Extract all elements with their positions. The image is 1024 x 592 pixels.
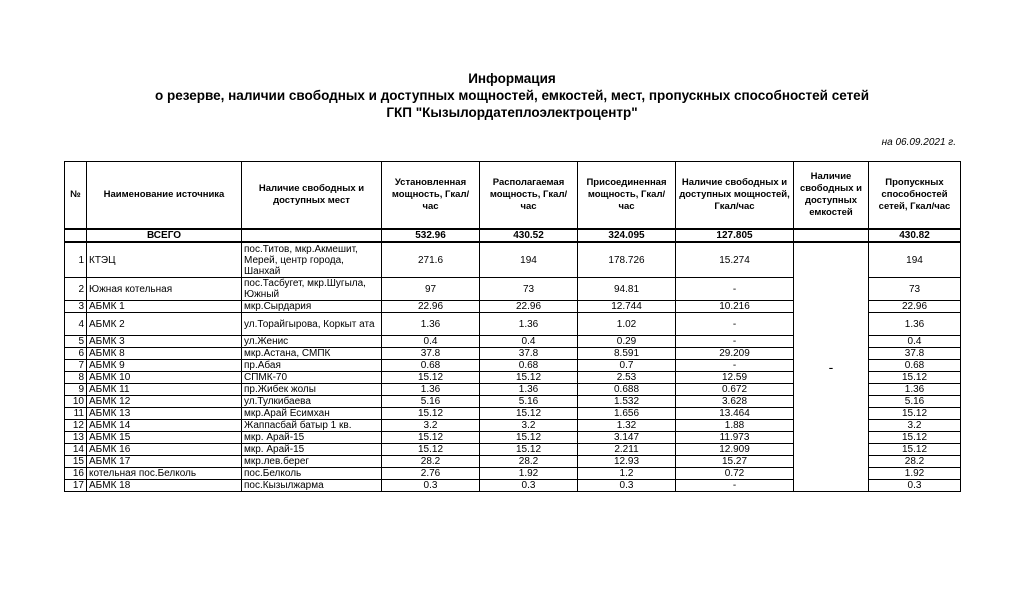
available-cell: 3.2	[480, 420, 578, 432]
installed-cell: 28.2	[382, 456, 480, 468]
document-heading	[0, 70, 1024, 121]
free-power-cell: 15.27	[676, 456, 794, 468]
throughput-cell: 1.36	[869, 384, 961, 396]
source-name-cell: АБМК 18	[87, 480, 242, 492]
places-cell: ул.Женис	[242, 336, 382, 348]
heading-line-2: о резерве, наличии свободных и доступных мощностей, емкостей, мест, пропускных способностей сетей	[154, 88, 869, 103]
connected-cell: 94.81	[578, 278, 676, 301]
source-name-cell: АБМК 8	[87, 348, 242, 360]
row-number-cell: 14	[65, 444, 87, 456]
installed-cell: 0.4	[382, 336, 480, 348]
connected-cell: 0.688	[578, 384, 676, 396]
throughput-cell: 1.36	[869, 313, 961, 336]
connected-cell: 12.93	[578, 456, 676, 468]
throughput-cell: 0.4	[869, 336, 961, 348]
header-no: №	[65, 162, 87, 230]
installed-cell: 5.16	[382, 396, 480, 408]
installed-cell: 15.12	[382, 432, 480, 444]
table-row	[65, 242, 961, 278]
row-number-cell: 6	[65, 348, 87, 360]
connected-cell: 2.53	[578, 372, 676, 384]
row-number-cell: 4	[65, 313, 87, 336]
source-name-cell: АБМК 13	[87, 408, 242, 420]
header-free-power: Наличие свободных и доступных мощностей, Гкал/час	[676, 162, 794, 230]
places-cell: СПМК-70	[242, 372, 382, 384]
total-free-capacity	[794, 229, 869, 242]
throughput-cell: 0.68	[869, 360, 961, 372]
total-throughput: 430.82	[869, 229, 961, 242]
places-cell: пос.Тасбугет, мкр.Шугыла, Южный	[242, 278, 382, 301]
installed-cell: 15.12	[382, 444, 480, 456]
source-name-cell: АБМК 17	[87, 456, 242, 468]
places-cell: мкр. Арай-15	[242, 444, 382, 456]
throughput-cell: 73	[869, 278, 961, 301]
header-free-capacity: Наличие свободных и доступных емкостей	[794, 162, 869, 230]
row-number-cell: 13	[65, 432, 87, 444]
free-power-cell: 10.216	[676, 301, 794, 313]
available-cell: 0.68	[480, 360, 578, 372]
header-installed: Установленная мощность, Гкал/час	[382, 162, 480, 230]
free-power-cell: 29.209	[676, 348, 794, 360]
row-number-cell: 9	[65, 384, 87, 396]
available-cell: 1.92	[480, 468, 578, 480]
places-cell: мкр. Арай-15	[242, 432, 382, 444]
connected-cell: 1.2	[578, 468, 676, 480]
free-power-cell: -	[676, 278, 794, 301]
free-power-cell: 0.672	[676, 384, 794, 396]
source-name-cell: АБМК 3	[87, 336, 242, 348]
throughput-cell: 15.12	[869, 432, 961, 444]
connected-cell: 12.744	[578, 301, 676, 313]
available-cell: 0.4	[480, 336, 578, 348]
available-cell: 15.12	[480, 432, 578, 444]
throughput-cell: 15.12	[869, 372, 961, 384]
source-name-cell: Южная котельная	[87, 278, 242, 301]
total-installed: 532.96	[382, 229, 480, 242]
free-power-cell: 3.628	[676, 396, 794, 408]
installed-cell: 3.2	[382, 420, 480, 432]
row-number-cell: 17	[65, 480, 87, 492]
connected-cell: 3.147	[578, 432, 676, 444]
header-source: Наименование источника	[87, 162, 242, 230]
places-cell: мкр.Сырдария	[242, 301, 382, 313]
throughput-cell: 3.2	[869, 420, 961, 432]
total-label: ВСЕГО	[87, 229, 242, 242]
available-cell: 73	[480, 278, 578, 301]
available-cell: 1.36	[480, 384, 578, 396]
header-places: Наличие свободных и доступных мест	[242, 162, 382, 230]
source-name-cell: АБМК 1	[87, 301, 242, 313]
throughput-cell: 194	[869, 242, 961, 278]
source-name-cell: АБМК 9	[87, 360, 242, 372]
installed-cell: 2.76	[382, 468, 480, 480]
places-cell: Жаппасбай батыр 1 кв.	[242, 420, 382, 432]
connected-cell: 1.32	[578, 420, 676, 432]
free-power-cell: -	[676, 313, 794, 336]
places-cell: пос.Кызылжарма	[242, 480, 382, 492]
free-power-cell: 1.88	[676, 420, 794, 432]
throughput-cell: 37.8	[869, 348, 961, 360]
throughput-cell: 28.2	[869, 456, 961, 468]
row-number-cell: 12	[65, 420, 87, 432]
total-row	[65, 229, 961, 242]
installed-cell: 271.6	[382, 242, 480, 278]
heading-line-3: ГКП "Кызылордатеплоэлектроцентр"	[386, 105, 638, 120]
throughput-cell: 15.12	[869, 444, 961, 456]
installed-cell: 0.3	[382, 480, 480, 492]
source-name-cell: котельная пос.Белколь	[87, 468, 242, 480]
free-power-cell: 15.274	[676, 242, 794, 278]
free-power-cell: 12.59	[676, 372, 794, 384]
installed-cell: 37.8	[382, 348, 480, 360]
connected-cell: 1.02	[578, 313, 676, 336]
free-capacity-merged-cell: -	[794, 242, 869, 492]
installed-cell: 15.12	[382, 372, 480, 384]
throughput-cell: 0.3	[869, 480, 961, 492]
free-power-cell: -	[676, 480, 794, 492]
free-power-cell: -	[676, 360, 794, 372]
total-places	[242, 229, 382, 242]
row-number-cell: 15	[65, 456, 87, 468]
heading-line-1: Информация	[468, 71, 556, 86]
source-name-cell: АБМК 14	[87, 420, 242, 432]
available-cell: 1.36	[480, 313, 578, 336]
free-power-cell: 0.72	[676, 468, 794, 480]
total-no	[65, 229, 87, 242]
available-cell: 28.2	[480, 456, 578, 468]
source-name-cell: АБМК 12	[87, 396, 242, 408]
free-power-cell: -	[676, 336, 794, 348]
connected-cell: 8.591	[578, 348, 676, 360]
row-number-cell: 16	[65, 468, 87, 480]
row-number-cell: 3	[65, 301, 87, 313]
places-cell: мкр.Арай Есимхан	[242, 408, 382, 420]
header-connected: Присоединенная мощность, Гкал/час	[578, 162, 676, 230]
source-name-cell: КТЭЦ	[87, 242, 242, 278]
places-cell: ул.Торайгырова, Коркыт ата	[242, 313, 382, 336]
available-cell: 5.16	[480, 396, 578, 408]
throughput-cell: 15.12	[869, 408, 961, 420]
free-power-cell: 11.973	[676, 432, 794, 444]
places-cell: мкр.Астана, СМПК	[242, 348, 382, 360]
total-connected: 324.095	[578, 229, 676, 242]
installed-cell: 15.12	[382, 408, 480, 420]
installed-cell: 0.68	[382, 360, 480, 372]
places-cell: пр.Абая	[242, 360, 382, 372]
row-number-cell: 8	[65, 372, 87, 384]
free-power-cell: 12.909	[676, 444, 794, 456]
connected-cell: 2.211	[578, 444, 676, 456]
throughput-cell: 22.96	[869, 301, 961, 313]
row-number-cell: 5	[65, 336, 87, 348]
installed-cell: 22.96	[382, 301, 480, 313]
header-available: Располагаемая мощность, Гкал/час	[480, 162, 578, 230]
row-number-cell: 11	[65, 408, 87, 420]
available-cell: 194	[480, 242, 578, 278]
source-name-cell: АБМК 15	[87, 432, 242, 444]
installed-cell: 1.36	[382, 313, 480, 336]
source-name-cell: АБМК 11	[87, 384, 242, 396]
source-name-cell: АБМК 10	[87, 372, 242, 384]
places-cell: пр.Жибек жолы	[242, 384, 382, 396]
places-cell: ул.Тулкибаева	[242, 396, 382, 408]
available-cell: 22.96	[480, 301, 578, 313]
available-cell: 15.12	[480, 408, 578, 420]
connected-cell: 178.726	[578, 242, 676, 278]
table-header	[65, 162, 961, 230]
row-number-cell: 7	[65, 360, 87, 372]
installed-cell: 1.36	[382, 384, 480, 396]
connected-cell: 0.3	[578, 480, 676, 492]
throughput-cell: 1.92	[869, 468, 961, 480]
capacity-table	[64, 161, 961, 492]
report-date: на 06.09.2021 г.	[881, 137, 956, 148]
row-number-cell: 10	[65, 396, 87, 408]
row-number-cell: 1	[65, 242, 87, 278]
available-cell: 0.3	[480, 480, 578, 492]
connected-cell: 0.29	[578, 336, 676, 348]
available-cell: 15.12	[480, 372, 578, 384]
places-cell: пос.Белколь	[242, 468, 382, 480]
connected-cell: 0.7	[578, 360, 676, 372]
installed-cell: 97	[382, 278, 480, 301]
connected-cell: 1.532	[578, 396, 676, 408]
places-cell: мкр.лев.берег	[242, 456, 382, 468]
source-name-cell: АБМК 2	[87, 313, 242, 336]
header-throughput: Пропускных способностей сетей, Гкал/час	[869, 162, 961, 230]
throughput-cell: 5.16	[869, 396, 961, 408]
source-name-cell: АБМК 16	[87, 444, 242, 456]
places-cell: пос.Титов, мкр.Акмешит, Мерей, центр города, Шанхай	[242, 242, 382, 278]
connected-cell: 1.656	[578, 408, 676, 420]
free-power-cell: 13.464	[676, 408, 794, 420]
row-number-cell: 2	[65, 278, 87, 301]
available-cell: 15.12	[480, 444, 578, 456]
total-available: 430.52	[480, 229, 578, 242]
table-body	[65, 229, 961, 492]
available-cell: 37.8	[480, 348, 578, 360]
total-free-power: 127.805	[676, 229, 794, 242]
